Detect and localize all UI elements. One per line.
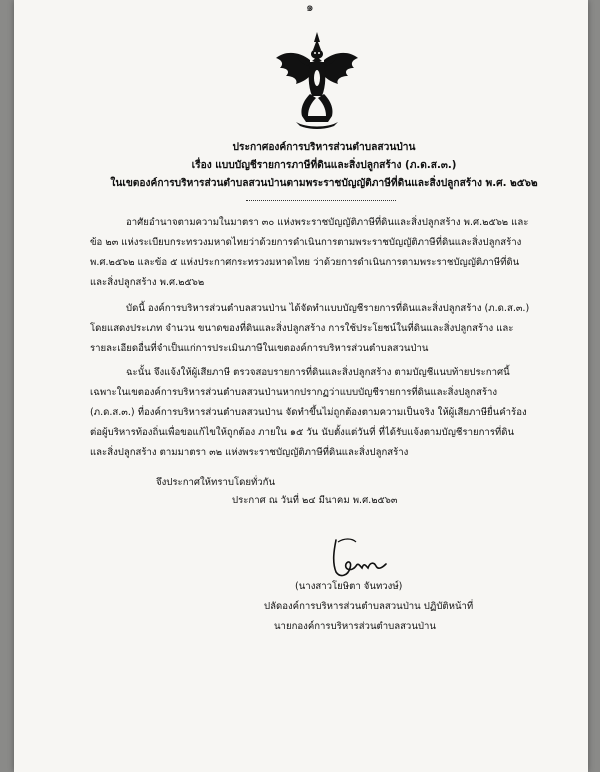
paragraph-3-line-3: (ภ.ด.ส.๓.) ที่องค์การบริหารส่วนตำบลสวนป่าน จัดทำขึ้นไม่ถูกต้องตามความเป็นจริง ให้ผู้เสียภาษียื่นคำร้อง	[90, 407, 527, 418]
page-number: ๑	[306, 0, 314, 14]
document-title-line-1: ประกาศองค์การบริหารส่วนตำบลสวนป่าน	[232, 142, 416, 153]
paragraph-1-line-2: ข้อ ๒๓ แห่งระเบียบกระทรวงมหาดไทยว่าด้วยการดำเนินการตามพระราชบัญญัติภาษีที่ดินและสิ่งปลูกสร้าง	[90, 237, 522, 248]
announcement-date: ประกาศ ณ วันที่ ๒๔ มีนาคม พ.ศ.๒๕๖๓	[232, 495, 398, 506]
paragraph-1-line-1: อาศัยอำนาจตามความในมาตรา ๓๐ แห่งพระราชบัญญัติภาษีที่ดินและสิ่งปลูกสร้าง พ.ศ.๒๕๖๒ และ	[126, 217, 529, 228]
paragraph-1-line-4: และสิ่งปลูกสร้าง พ.ศ.๒๕๖๒	[90, 277, 205, 288]
paragraph-2-line-1: บัดนี้ องค์การบริหารส่วนตำบลสวนป่าน ได้จัดทำแบบบัญชีรายการที่ดินและสิ่งปลูกสร้าง (ภ.ด.ส.๓.)	[126, 303, 530, 314]
signer-position-2: นายกองค์การบริหารส่วนตำบลสวนป่าน	[274, 621, 436, 632]
paragraph-3-line-4: ต่อผู้บริหารท้องถิ่นเพื่อขอแก้ไขให้ถูกต้อง ภายใน ๑๕ วัน นับตั้งแต่วันที่ ที่ได้รับแจ้งตามบัญชีรายการที่ดิน	[90, 427, 515, 438]
document-title-line-2: เรื่อง แบบบัญชีรายการภาษีที่ดินและสิ่งปลูกสร้าง (ภ.ด.ส.๓.)	[191, 160, 457, 171]
closing-statement: จึงประกาศให้ทราบโดยทั่วกัน	[156, 477, 276, 488]
handwritten-signature-icon	[324, 532, 394, 582]
title-divider	[246, 200, 396, 201]
document-title-line-3: ในเขตองค์การบริหารส่วนตำบลสวนป่านตามพระราชบัญญัติภาษีที่ดินและสิ่งปลูกสร้าง พ.ศ. ๒๕๖๒	[110, 178, 538, 189]
paragraph-3-line-5: และสิ่งปลูกสร้าง ตามมาตรา ๓๒ แห่งพระราชบัญญัติภาษีที่ดินและสิ่งปลูกสร้าง	[90, 447, 409, 458]
signer-position-1: ปลัดองค์การบริหารส่วนตำบลสวนป่าน ปฏิบัติหน้าที่	[264, 601, 474, 612]
signer-name: (นางสาวโยษิตา จันทวงษ์)	[295, 581, 403, 592]
paragraph-3-line-2: เฉพาะในเขตองค์การบริหารส่วนตำบลสวนป่านหากปรากฏว่าแบบบัญชีรายการที่ดินและสิ่งปลูกสร้าง	[90, 387, 498, 398]
garuda-emblem-icon	[272, 30, 362, 130]
paragraph-3-line-1: ฉะนั้น จึงแจ้งให้ผู้เสียภาษี ตรวจสอบรายการที่ดินและสิ่งปลูกสร้าง ตามบัญชีแนบท้ายประกาศนี้	[126, 367, 510, 378]
paragraph-2-line-3: รายละเอียดอื่นที่จำเป็นแก่การประเมินภาษีในเขตองค์การบริหารส่วนตำบลสวนป่าน	[90, 343, 429, 354]
document-page	[14, 0, 588, 772]
paragraph-2-line-2: โดยแสดงประเภท จำนวน ขนาดของที่ดินและสิ่งปลูกสร้าง การใช้ประโยชน์ในที่ดินและสิ่งปลูกสร้าง และ	[90, 323, 514, 334]
paragraph-1-line-3: พ.ศ.๒๕๖๒ และข้อ ๕ แห่งประกาศกระทรวงมหาดไทย ว่าด้วยการดำเนินการตามพระราชบัญญัติภาษีที่ดิน	[90, 257, 520, 268]
